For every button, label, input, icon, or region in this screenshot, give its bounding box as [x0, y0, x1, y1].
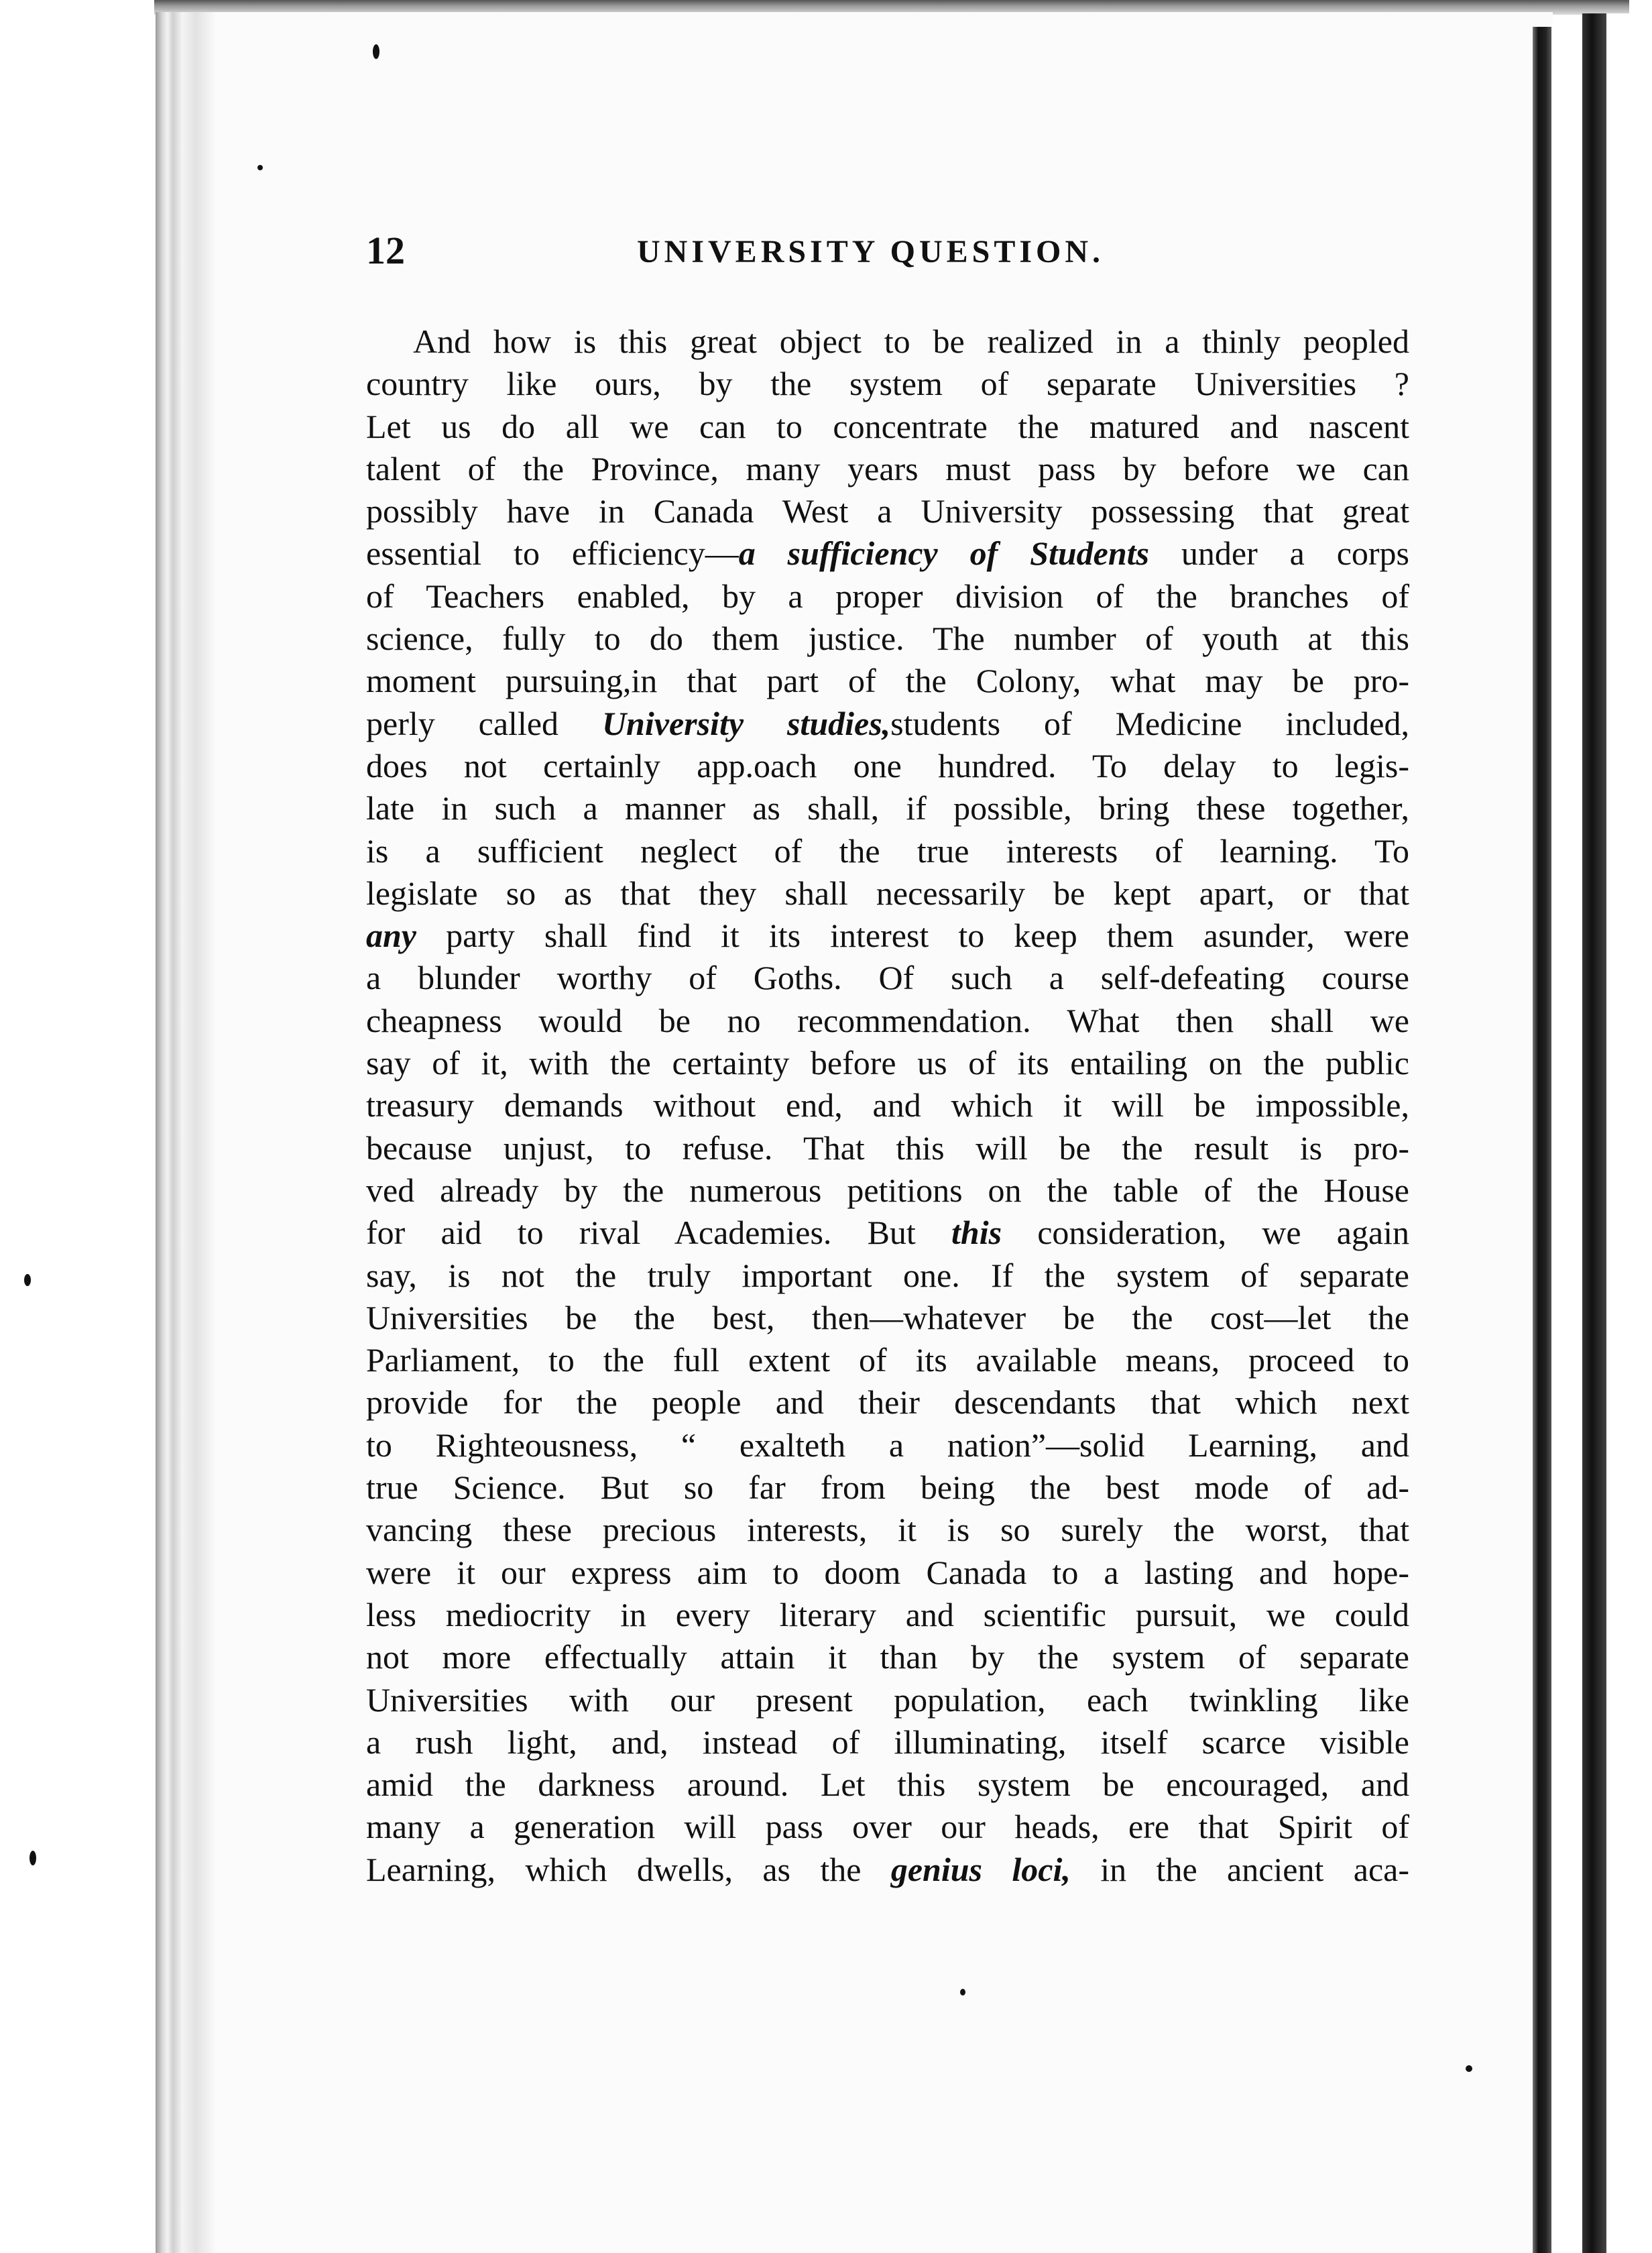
text-line: [366, 1212, 1409, 1254]
text-line: [366, 1255, 1409, 1297]
text-run: provide for the people and their descendants that which next: [366, 1383, 1409, 1422]
text-run: does not certainly app.oach one hundred. To delay to legis-: [366, 746, 1409, 785]
text-run: many a generation will pass over our heads, ere that Spirit of: [366, 1808, 1409, 1846]
text-run: possibly have in Canada West a University possessing that great: [366, 492, 1409, 530]
text-line: [366, 1509, 1409, 1551]
text-run: were it our express aim to doom Canada to a lasting and hope-: [366, 1553, 1409, 1591]
emphasized-text: this: [951, 1214, 1002, 1252]
text-line: [366, 1721, 1409, 1764]
body-text: [366, 321, 1409, 1891]
scan-speck: [1466, 2065, 1472, 2072]
text-line: [366, 957, 1409, 999]
text-line: [366, 490, 1409, 532]
text-run: under a corps: [1149, 534, 1410, 573]
text-run: Parliament, to the full extent of its available means, proceed to: [366, 1341, 1409, 1379]
text-run: Learning, which dwells, as the: [366, 1850, 891, 1888]
text-run: say, is not the truly important one. If the system of separate: [366, 1256, 1409, 1294]
text-run: Let us do all we can to concentrate the matured and nascent: [366, 407, 1409, 445]
text-line: [366, 915, 1409, 957]
running-title: UNIVERSITY QUESTION.: [637, 234, 1105, 270]
scan-speck: [960, 1989, 965, 1996]
text-run: of Teachers enabled, by a proper division of the branches of: [366, 577, 1409, 615]
text-line: [366, 575, 1409, 618]
text-run: amid the darkness around. Let this system be encouraged, and: [366, 1766, 1409, 1804]
text-line: [366, 448, 1409, 490]
page-binding-shadow: [156, 12, 216, 2253]
text-line: [366, 1679, 1409, 1721]
emphasized-text: any: [366, 917, 416, 955]
text-line: [366, 830, 1409, 872]
page-right-edge-shadow: [1533, 27, 1551, 2253]
text-line: [366, 1594, 1409, 1636]
text-run: ved already by the numerous petitions on the table of the House: [366, 1171, 1409, 1209]
text-run: Universities be the best, then—whatever be the cost—let the: [366, 1298, 1409, 1336]
text-line: [366, 363, 1409, 405]
emphasized-text: a sufficiency of Students: [738, 534, 1149, 573]
text-run: a blunder worthy of Goths. Of such a self-defeating course: [366, 959, 1409, 997]
text-line: [366, 618, 1409, 660]
scan-speck: [373, 44, 379, 59]
text-run: true Science. But so far from being the best mode of ad-: [366, 1468, 1409, 1507]
text-line: [366, 1849, 1409, 1891]
text-line: [366, 660, 1409, 702]
text-run: say of it, with the certainty before us of its entailing on the public: [366, 1044, 1409, 1082]
text-run: party shall find it its interest to keep them asunder, were: [416, 917, 1409, 955]
text-line: [366, 787, 1409, 829]
text-run: in the ancient aca-: [1070, 1850, 1409, 1888]
text-line: [366, 745, 1409, 787]
text-line: [366, 703, 1409, 745]
adjacent-page-edge: [1582, 13, 1606, 2253]
text-run: late in such a manner as shall, if possible, bring these together,: [366, 789, 1409, 827]
scan-margin: [1606, 13, 1652, 2253]
scan-speck: [30, 1851, 36, 1865]
text-run: country like ours, by the system of separate Universities ?: [366, 365, 1409, 403]
text-run: legislate so as that they shall necessarily be kept apart, or that: [366, 874, 1409, 912]
text-line: [366, 1042, 1409, 1084]
text-line: [366, 1000, 1409, 1042]
text-run: perly called: [366, 704, 602, 742]
text-line: [366, 1084, 1409, 1126]
text-line: [366, 1297, 1409, 1339]
text-line: [366, 321, 1409, 363]
text-run: cheapness would be no recommendation. What then shall we: [366, 1001, 1409, 1039]
text-run: students of Medicine included,: [890, 704, 1409, 742]
text-run: to Righteousness, “ exalteth a nation”—solid Learning, and: [366, 1426, 1409, 1464]
text-line: [366, 872, 1409, 915]
text-line: [366, 1636, 1409, 1678]
text-line: [366, 1381, 1409, 1424]
text-run: because unjust, to refuse. That this will be the result is pro-: [366, 1129, 1409, 1167]
text-run: treasury demands without end, and which it will be impossible,: [366, 1086, 1409, 1124]
text-line: [366, 406, 1409, 448]
text-line: [366, 1552, 1409, 1594]
text-line: [366, 1466, 1409, 1509]
text-run: is a sufficient neglect of the true interests of learning. To: [366, 831, 1409, 870]
text-run: a rush light, and, instead of illuminating, itself scarce visible: [366, 1723, 1409, 1761]
scan-speck: [24, 1274, 31, 1286]
text-run: less mediocrity in every literary and scientific pursuit, we could: [366, 1595, 1409, 1633]
text-run: science, fully to do them justice. The number of youth at this: [366, 620, 1409, 658]
text-line: [366, 1339, 1409, 1381]
emphasized-text: genius loci,: [890, 1850, 1071, 1888]
page-number: 12: [366, 229, 405, 272]
text-run: for aid to rival Academies. But: [366, 1214, 951, 1252]
text-line: [366, 1127, 1409, 1169]
text-run: consideration, we again: [1002, 1214, 1409, 1252]
text-line: [366, 1806, 1409, 1848]
text-line: [366, 532, 1409, 575]
text-run: not more effectually attain it than by the system of separate: [366, 1638, 1409, 1676]
text-run: essential to efficiency—: [366, 534, 739, 573]
running-head: [366, 228, 1412, 275]
text-run: talent of the Province, many years must pass by before we can: [366, 449, 1409, 487]
text-run: And how is this great object to be realized in a thinly peopled: [413, 323, 1409, 360]
scan-speck: [257, 165, 263, 170]
text-line: [366, 1169, 1409, 1212]
text-run: moment pursuing,in that part of the Colony, what may be pro-: [366, 662, 1409, 700]
text-run: vancing these precious interests, it is so surely the worst, that: [366, 1511, 1409, 1549]
text-line: [366, 1424, 1409, 1466]
text-run: Universities with our present population, each twinkling like: [366, 1680, 1409, 1719]
text-line: [366, 1764, 1409, 1806]
emphasized-text: University studies,: [601, 704, 891, 742]
